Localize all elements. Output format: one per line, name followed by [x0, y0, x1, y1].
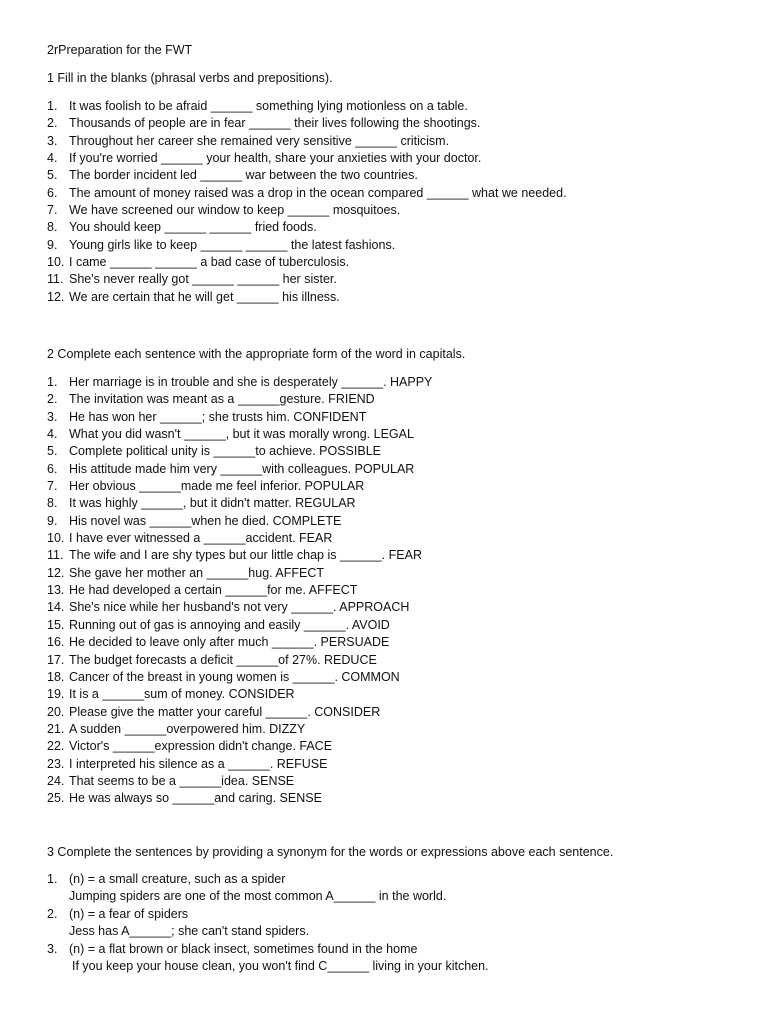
item-number: 4. [47, 427, 58, 442]
item-number: 19. [47, 687, 65, 702]
list-item [47, 669, 432, 686]
definition-line [47, 871, 489, 888]
list-item [47, 871, 489, 906]
list-item [47, 443, 432, 460]
item-text: Young girls like to keep ______ ______ the latest fashions. [69, 237, 396, 252]
item-text: If you're worried ______ your health, share your anxieties with your doctor. [69, 151, 482, 166]
item-text: A sudden ______overpowered him. DIZZY [69, 721, 306, 736]
item-text: Complete political unity is ______to achieve. POSSIBLE [69, 444, 381, 459]
item-number: 12. [47, 289, 65, 304]
item-number: 2. [47, 116, 58, 131]
item-number: 8. [47, 496, 58, 511]
item-text: Cancer of the breast in young women is ______. COMMON [69, 669, 400, 684]
item-number: 5. [47, 444, 58, 459]
item-sentence: Jess has A______; she can't stand spiders. [69, 924, 310, 939]
item-number: 11. [47, 272, 64, 287]
item-text: The budget forecasts a deficit ______of 27%. REDUCE [69, 652, 377, 667]
item-number: 24. [47, 773, 65, 788]
list-item [47, 652, 432, 669]
item-number: 20. [47, 704, 65, 719]
list-item [47, 513, 432, 530]
item-number: 4. [47, 151, 58, 166]
item-text: The border incident led ______ war between the two countries. [69, 168, 418, 183]
item-number: 2. [47, 392, 58, 407]
item-number: 9. [47, 237, 58, 252]
item-text: He had developed a certain ______for me. AFFECT [69, 583, 358, 598]
item-text: She gave her mother an ______hug. AFFECT [69, 565, 325, 580]
list-item [47, 133, 567, 150]
item-number: 1. [47, 99, 58, 113]
item-number: 25. [47, 791, 65, 806]
item-number: 1. [47, 375, 58, 389]
list-item [47, 738, 432, 755]
item-text: His attitude made him very ______with colleagues. POPULAR [69, 461, 415, 476]
item-number: 3. [47, 409, 58, 424]
item-text: Victor's ______expression didn't change. FACE [69, 739, 333, 754]
item-text: He decided to leave only after much ______. PERSUADE [69, 635, 390, 650]
list-item [47, 219, 567, 236]
item-number: 10. [47, 531, 65, 546]
item-sentence: If you keep your house clean, you won't find C______ living in your kitchen. [72, 959, 489, 974]
section-1-list [47, 98, 567, 306]
list-item [47, 98, 567, 115]
item-number: 23. [47, 756, 65, 771]
item-text: I have ever witnessed a ______accident. FEAR [69, 531, 333, 546]
item-number: 10. [47, 255, 65, 270]
list-item [47, 115, 567, 132]
list-item [47, 495, 432, 512]
item-text: Throughout her career she remained very sensitive ______ criticism. [69, 133, 450, 148]
item-text: He has won her ______; she trusts him. CONFIDENT [69, 409, 367, 424]
list-item [47, 599, 432, 616]
item-number: 16. [47, 635, 65, 650]
item-text: That seems to be a ______idea. SENSE [69, 773, 295, 788]
list-item [47, 721, 432, 738]
list-item [47, 167, 567, 184]
item-text: I interpreted his silence as a ______. REFUSE [69, 756, 328, 771]
list-item [47, 150, 567, 167]
item-number: 9. [47, 513, 58, 528]
item-sentence: Jumping spiders are one of the most common A______ in the world. [69, 889, 447, 904]
list-item [47, 185, 567, 202]
section-1-heading: 1 Fill in the blanks (phrasal verbs and prepositions). [47, 71, 333, 85]
list-item [47, 565, 432, 582]
item-number: 17. [47, 652, 65, 667]
item-text: Her obvious ______made me feel inferior. POPULAR [69, 479, 365, 494]
item-number: 14. [47, 600, 65, 615]
item-text: The invitation was meant as a ______gesture. FRIEND [69, 392, 375, 407]
item-number: 22. [47, 739, 65, 754]
list-item [47, 254, 567, 271]
section-3-heading: 3 Complete the sentences by providing a synonym for the words or expressions above each sentence. [47, 845, 614, 859]
item-definition: (n) = a fear of spiders [69, 906, 189, 921]
item-text: Her marriage is in trouble and she is desperately ______. HAPPY [69, 375, 433, 389]
item-number: 1. [47, 872, 58, 886]
list-item [47, 530, 432, 547]
list-item [47, 634, 432, 651]
section-2-heading: 2 Complete each sentence with the appropriate form of the word in capitals. [47, 347, 466, 361]
list-item [47, 391, 432, 408]
item-text: What you did wasn't ______, but it was morally wrong. LEGAL [69, 427, 414, 442]
list-item [47, 237, 567, 254]
item-number: 7. [47, 203, 58, 218]
list-item [47, 202, 567, 219]
item-text: Please give the matter your careful ______. CONSIDER [69, 704, 381, 719]
item-number: 5. [47, 168, 58, 183]
list-item [47, 906, 489, 941]
list-item [47, 271, 567, 288]
item-number: 3. [47, 941, 58, 956]
list-item [47, 409, 432, 426]
item-definition: (n) = a small creature, such as a spider [69, 872, 286, 886]
item-number: 6. [47, 185, 58, 200]
list-item [47, 547, 432, 564]
list-item [47, 756, 432, 773]
item-number: 18. [47, 669, 65, 684]
item-text: We are certain that he will get ______ his illness. [69, 289, 340, 304]
item-text: She's never really got ______ ______ her sister. [69, 272, 337, 287]
item-text: Thousands of people are in fear ______ their lives following the shootings. [69, 116, 481, 131]
list-item [47, 704, 432, 721]
item-text: It is a ______sum of money. CONSIDER [69, 687, 295, 702]
item-text: It was foolish to be afraid ______ something lying motionless on a table. [69, 99, 468, 113]
list-item [47, 289, 567, 306]
item-text: She's nice while her husband's not very ______. APPROACH [69, 600, 410, 615]
item-number: 12. [47, 565, 65, 580]
item-text: You should keep ______ ______ fried foods. [69, 220, 317, 235]
definition-line [47, 941, 489, 958]
item-number: 11. [47, 548, 64, 563]
item-number: 3. [47, 133, 58, 148]
page-title: 2rPreparation for the FWT [47, 43, 193, 57]
item-number: 21. [47, 721, 65, 736]
section-3-list [47, 871, 489, 975]
list-item [47, 941, 489, 976]
item-number: 6. [47, 461, 58, 476]
list-item [47, 790, 432, 807]
item-number: 15. [47, 617, 65, 632]
item-text: He was always so ______and caring. SENSE [69, 791, 322, 806]
section-2-list [47, 374, 432, 808]
item-text: His novel was ______when he died. COMPLETE [69, 513, 342, 528]
item-definition: (n) = a flat brown or black insect, sometimes found in the home [69, 941, 418, 956]
item-number: 8. [47, 220, 58, 235]
item-text: We have screened our window to keep ______ mosquitoes. [69, 203, 401, 218]
list-item [47, 374, 432, 391]
list-item [47, 461, 432, 478]
item-text: The wife and I are shy types but our little chap is ______. FEAR [69, 548, 422, 563]
list-item [47, 426, 432, 443]
item-text: The amount of money raised was a drop in the ocean compared ______ what we needed. [69, 185, 567, 200]
item-text: I came ______ ______ a bad case of tuberculosis. [69, 255, 350, 270]
list-item [47, 478, 432, 495]
item-number: 2. [47, 906, 58, 921]
list-item [47, 686, 432, 703]
item-number: 13. [47, 583, 65, 598]
list-item [47, 582, 432, 599]
list-item [47, 773, 432, 790]
item-number: 7. [47, 479, 58, 494]
definition-line [47, 906, 489, 923]
item-text: Running out of gas is annoying and easily ______. AVOID [69, 617, 390, 632]
list-item [47, 617, 432, 634]
item-text: It was highly ______, but it didn't matter. REGULAR [69, 496, 356, 511]
